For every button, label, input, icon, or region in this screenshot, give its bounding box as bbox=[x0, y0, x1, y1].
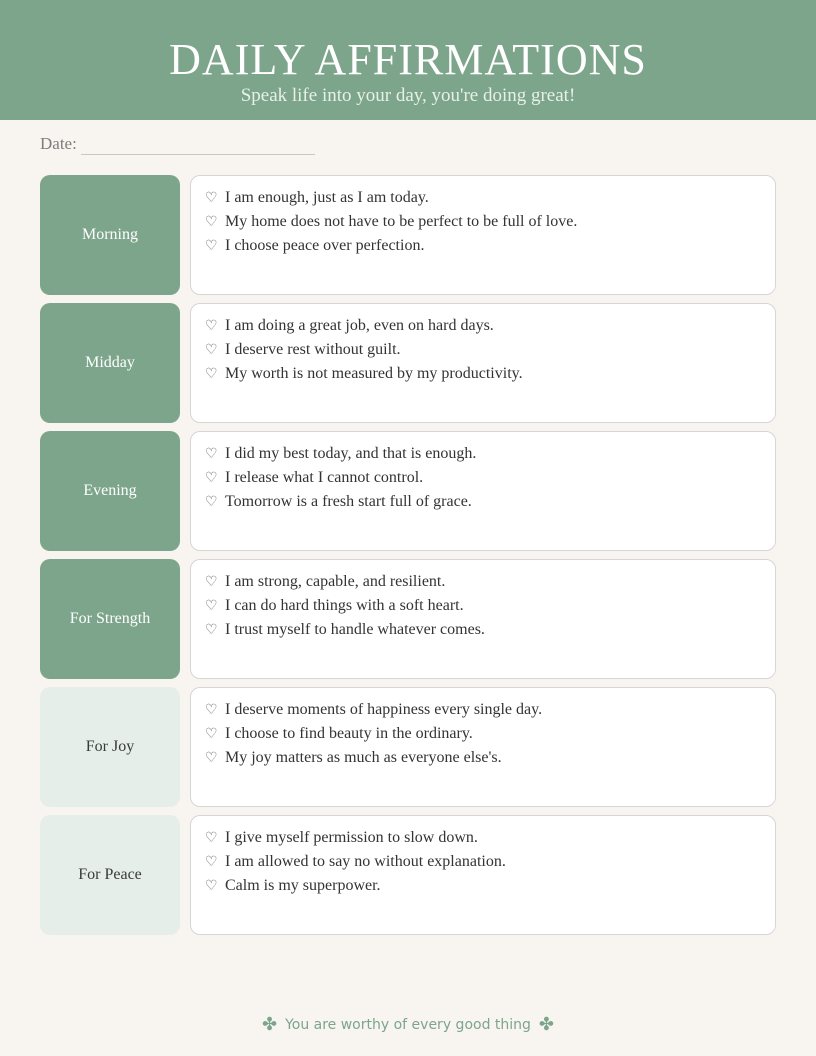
section-midday bbox=[40, 303, 776, 423]
affirmation-text: I am strong, capable, and resilient. bbox=[225, 573, 446, 590]
heart-outline-icon: ♡ bbox=[205, 598, 218, 614]
affirmation-text: I choose to find beauty in the ordinary. bbox=[225, 725, 473, 742]
heart-outline-icon: ♡ bbox=[205, 702, 218, 718]
list-item bbox=[205, 234, 775, 258]
affirmation-list bbox=[190, 303, 776, 423]
date-line[interactable] bbox=[81, 154, 315, 155]
affirmation-text: I am enough, just as I am today. bbox=[225, 189, 429, 206]
clover-icon: ✤ bbox=[538, 1014, 555, 1035]
list-item bbox=[205, 466, 775, 490]
clover-icon: ✤ bbox=[261, 1014, 278, 1035]
heart-outline-icon: ♡ bbox=[205, 574, 218, 590]
section-label: Evening bbox=[40, 431, 180, 551]
list-item bbox=[205, 210, 775, 234]
heart-outline-icon: ♡ bbox=[205, 830, 218, 846]
footer-text: You are worthy of every good thing bbox=[285, 1017, 531, 1033]
header-banner bbox=[0, 0, 816, 120]
heart-outline-icon: ♡ bbox=[205, 494, 218, 510]
list-item bbox=[205, 442, 775, 466]
affirmation-text: I trust myself to handle whatever comes. bbox=[225, 621, 485, 638]
affirmation-text: I choose peace over perfection. bbox=[225, 237, 425, 254]
heart-outline-icon: ♡ bbox=[205, 750, 218, 766]
affirmation-text: My joy matters as much as everyone else's. bbox=[225, 749, 502, 766]
list-item bbox=[205, 618, 775, 642]
list-item bbox=[205, 722, 775, 746]
section-evening bbox=[40, 431, 776, 551]
affirmation-text: I deserve rest without guilt. bbox=[225, 341, 401, 358]
page-title: DAILY AFFIRMATIONS bbox=[169, 35, 647, 84]
section-label: Midday bbox=[40, 303, 180, 423]
heart-outline-icon: ♡ bbox=[205, 878, 218, 894]
heart-outline-icon: ♡ bbox=[205, 854, 218, 870]
heart-outline-icon: ♡ bbox=[205, 366, 218, 382]
section-for-joy bbox=[40, 687, 776, 807]
section-label: For Peace bbox=[40, 815, 180, 935]
heart-outline-icon: ♡ bbox=[205, 190, 218, 206]
affirmation-text: I give myself permission to slow down. bbox=[225, 829, 478, 846]
affirmation-list bbox=[190, 687, 776, 807]
list-item bbox=[205, 850, 775, 874]
section-morning bbox=[40, 175, 776, 295]
heart-outline-icon: ♡ bbox=[205, 238, 218, 254]
section-label: For Joy bbox=[40, 687, 180, 807]
list-item bbox=[205, 314, 775, 338]
affirmation-text: I release what I cannot control. bbox=[225, 469, 424, 486]
affirmation-text: I am doing a great job, even on hard days. bbox=[225, 317, 494, 334]
heart-outline-icon: ♡ bbox=[205, 342, 218, 358]
heart-outline-icon: ♡ bbox=[205, 622, 218, 638]
footer bbox=[0, 1014, 816, 1036]
heart-outline-icon: ♡ bbox=[205, 446, 218, 462]
heart-outline-icon: ♡ bbox=[205, 318, 218, 334]
list-item bbox=[205, 826, 775, 850]
list-item bbox=[205, 874, 775, 898]
affirmation-list bbox=[190, 559, 776, 679]
list-item bbox=[205, 594, 775, 618]
list-item bbox=[205, 698, 775, 722]
list-item bbox=[205, 570, 775, 594]
affirmation-text: Calm is my superpower. bbox=[225, 877, 381, 894]
affirmation-text: Tomorrow is a fresh start full of grace. bbox=[225, 493, 472, 510]
affirmation-list bbox=[190, 815, 776, 935]
list-item bbox=[205, 186, 775, 210]
list-item bbox=[205, 338, 775, 362]
section-label: For Strength bbox=[40, 559, 180, 679]
section-label: Morning bbox=[40, 175, 180, 295]
affirmation-list bbox=[190, 175, 776, 295]
date-label: Date: bbox=[40, 134, 77, 153]
affirmation-list bbox=[190, 431, 776, 551]
list-item bbox=[205, 362, 775, 386]
page-subtitle: Speak life into your day, you're doing great! bbox=[240, 85, 576, 106]
affirmation-text: My worth is not measured by my productivity. bbox=[225, 365, 523, 382]
heart-outline-icon: ♡ bbox=[205, 214, 218, 230]
heart-outline-icon: ♡ bbox=[205, 726, 218, 742]
affirmation-text: I deserve moments of happiness every single day. bbox=[225, 701, 543, 718]
list-item bbox=[205, 490, 775, 514]
date-row bbox=[40, 132, 315, 156]
heart-outline-icon: ♡ bbox=[205, 470, 218, 486]
list-item bbox=[205, 746, 775, 770]
section-for-strength bbox=[40, 559, 776, 679]
affirmation-text: My home does not have to be perfect to be full of love. bbox=[225, 213, 578, 230]
affirmation-text: I did my best today, and that is enough. bbox=[225, 445, 477, 462]
section-for-peace bbox=[40, 815, 776, 935]
affirmation-text: I am allowed to say no without explanation. bbox=[225, 853, 506, 870]
affirmation-text: I can do hard things with a soft heart. bbox=[225, 597, 464, 614]
